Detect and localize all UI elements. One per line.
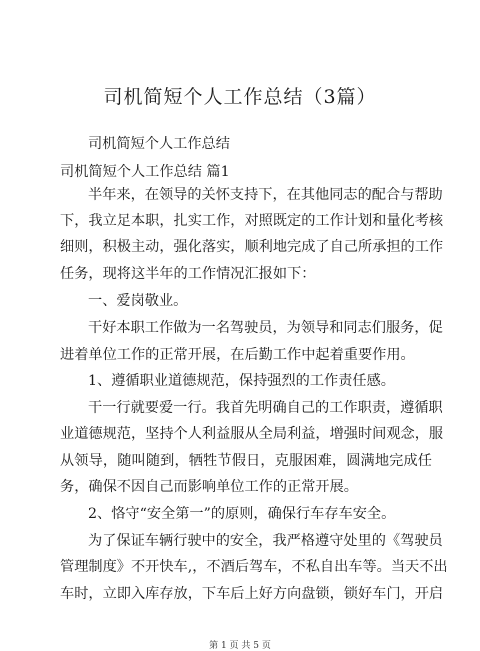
paragraph-line: 下，我立足本职，扎实工作，对照既定的工作计划和量化考核	[60, 213, 444, 229]
subsection-heading: 司机简短个人工作总结 篇1	[60, 164, 230, 180]
paragraph-line: 车时，立即入库存放，下车后上好方向盘锁，锁好车门，开启	[60, 586, 444, 602]
paragraph-line: 为了保证车辆行驶中的安全，我严格遵守处里的《驾驶员	[88, 533, 443, 549]
paragraph-line: 从领导，随叫随到，牺牲节假日，克服困难，圆满地完成任	[60, 453, 432, 469]
paragraph-line: 业道德规范，坚持个人利益服从全局利益，增强时间观念，服	[60, 426, 444, 442]
paragraph-line: 任务，现将这半年的工作情况汇报如下：	[60, 266, 316, 282]
paragraph-line: 管理制度》不开快车,，不酒后驾车，不私自出车等。当天不出	[60, 559, 448, 575]
paragraph-line: 进着单位工作的正常开展，在后勤工作中起着重要作用。	[60, 347, 415, 363]
paragraph-line: 细则，积极主动，强化落实，顺利地完成了自己所承担的工作	[60, 239, 444, 255]
page-number: 第 1 页 共 5 页	[209, 641, 271, 651]
paragraph-line: 2、恪守“安全第一”的原则，确保行车存车安全。	[88, 506, 396, 522]
paragraph-line: 干好本职工作做为一名驾驶员，为领导和同志们服务，促	[88, 320, 443, 336]
paragraph-line: 半年来，在领导的关怀支持下，在其他同志的配合与帮助	[88, 187, 443, 203]
paragraph-line: 干一行就要爱一行。我首先明确自己的工作职责，遵循职	[88, 400, 443, 416]
paragraph-line: 一、爱岗敬业。	[88, 293, 188, 309]
section-heading: 司机简短个人工作总结	[88, 136, 230, 152]
document-title: 司机简短个人工作总结（3篇）	[103, 86, 377, 108]
paragraph-line: 务，确保不因自己而影响单位工作的正常开展。	[60, 479, 358, 495]
paragraph-line: 1、遵循职业道德规范，保持强烈的工作责任感。	[88, 373, 395, 389]
